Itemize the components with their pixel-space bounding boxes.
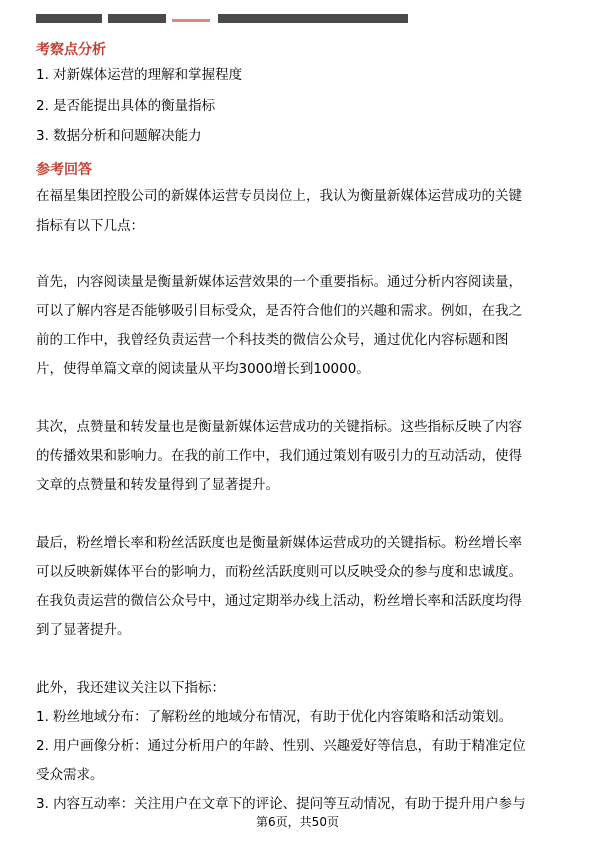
paragraph-line: 可以了解内容是否能够吸引目标受众，是否符合他们的兴趣和需求。例如，在我之 (36, 303, 522, 319)
paragraph-line: 片，使得单篇文章的阅读量从平均3000增长到10000。 (36, 361, 370, 377)
list-item: 3. 内容互动率：关注用户在文章下的评论、提问等互动情况，有助于提升用户参与 (36, 796, 526, 812)
analysis-item: 1. 对新媒体运营的理解和掌握程度 (36, 67, 243, 83)
answer-heading: 参考回答 (36, 162, 92, 178)
analysis-heading: 考察点分析 (36, 42, 106, 58)
paragraph-line: 到了显著提升。 (36, 622, 131, 638)
paragraph-line: 其次，点赞量和转发量也是衡量新媒体运营成功的关键指标。这些指标反映了内容 (36, 419, 522, 435)
list-item-continuation: 受众需求。 (36, 767, 104, 783)
analysis-item: 3. 数据分析和问题解决能力 (36, 128, 202, 144)
answer-intro-line: 在福星集团控股公司的新媒体运营专员岗位上，我认为衡量新媒体运营成功的关键 (36, 188, 522, 204)
answer-intro-line: 指标有以下几点： (36, 218, 144, 234)
paragraph-line: 最后，粉丝增长率和粉丝活跃度也是衡量新媒体运营成功的关键指标。粉丝增长率 (36, 535, 522, 551)
paragraph-line: 前的工作中，我曾经负责运营一个科技类的微信公众号，通过优化内容标题和图 (36, 332, 509, 348)
paragraph-line: 在我负责运营的微信公众号中，通过定期举办线上活动，粉丝增长率和活跃度均得 (36, 593, 522, 609)
paragraph-line: 可以反映新媒体平台的影响力，而粉丝活跃度则可以反映受众的参与度和忠诚度。 (36, 564, 522, 580)
analysis-item: 2. 是否能提出具体的衡量指标 (36, 98, 216, 114)
paragraph-line: 的传播效果和影响力。在我的前工作中，我们通过策划有吸引力的互动活动，使得 (36, 448, 522, 464)
paragraph-line: 此外，我还建议关注以下指标： (36, 680, 225, 696)
paragraph-line: 首先，内容阅读量是衡量新媒体运营效果的一个重要指标。通过分析内容阅读量， (36, 274, 522, 290)
list-item: 1. 粉丝地域分布：了解粉丝的地域分布情况，有助于优化内容策略和活动策划。 (36, 709, 513, 725)
list-item: 2. 用户画像分析：通过分析用户的年龄、性别、兴趣爱好等信息，有助于精准定位 (36, 738, 526, 754)
page-number: 第6页，共50页 (256, 815, 339, 829)
paragraph-line: 文章的点赞量和转发量得到了显著提升。 (36, 477, 279, 493)
cut-off-header-line (36, 14, 408, 23)
